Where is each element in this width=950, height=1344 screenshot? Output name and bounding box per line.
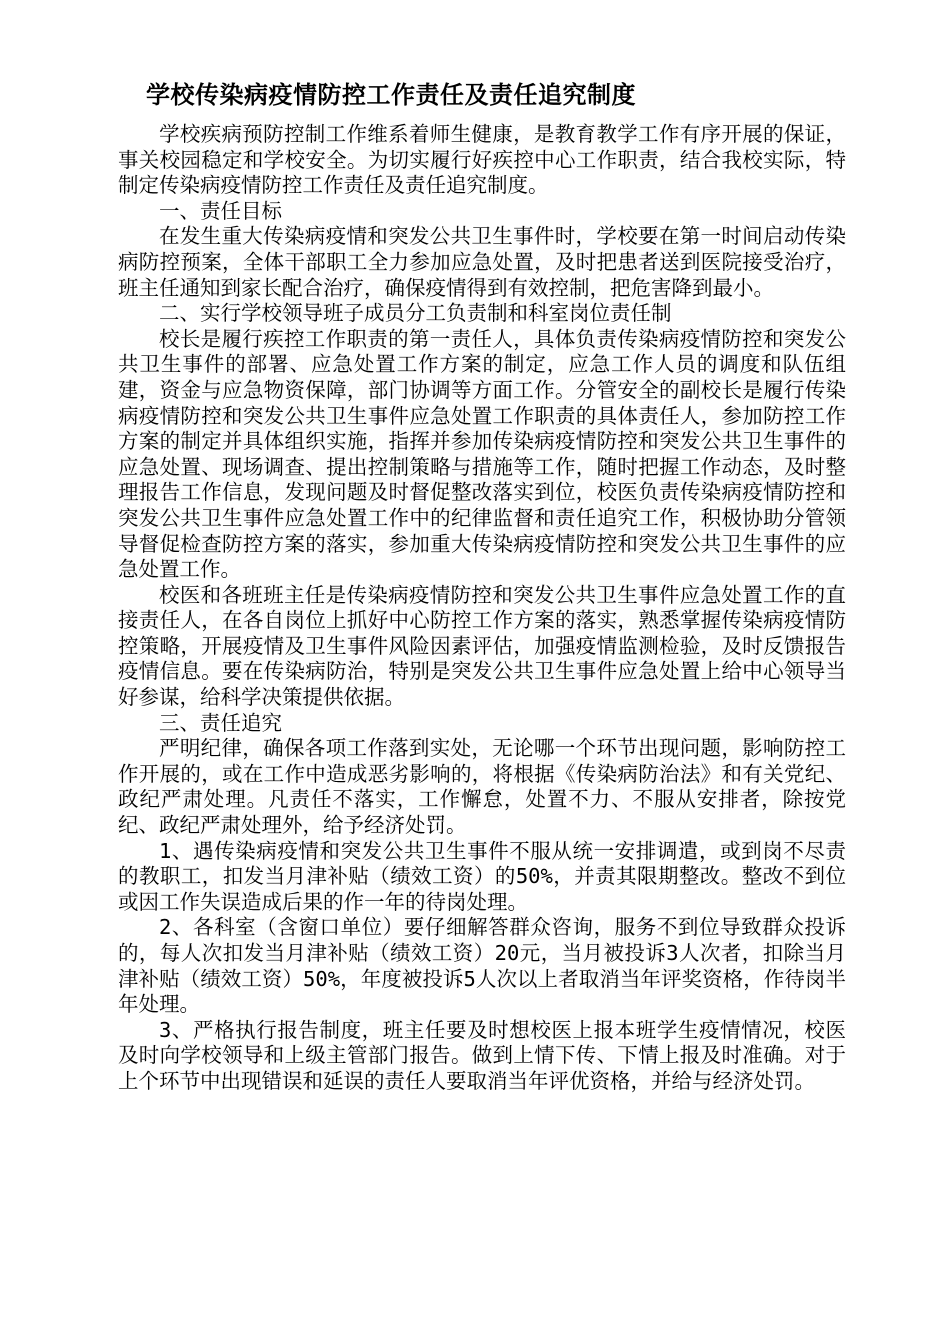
accountability-item-2: 2、各科室（含窗口单位）要仔细解答群众咨询，服务不到位导致群众投诉的，每人次扣发当月津补贴（绩效工资）20元，当月被投诉3人次者，扣除当月津补贴（绩效工资）50%，年度被投诉5人次以上者取消当年评奖资格，作待岗半年处理。	[118, 915, 846, 1017]
section-heading-responsibility-goal: 一、责任目标	[159, 198, 282, 223]
section-heading-division-of-duties: 二、实行学校领导班子成员分工负责制和科室岗位责任制	[159, 301, 672, 326]
accountability-paragraph: 严明纪律，确保各项工作落到实处，无论哪一个环节出现问题，影响防控工作开展的，或在工作中造成恶劣影响的，将根据《传染病防治法》和有关党纪、政纪严肃处理。凡责任不落实，工作懈怠，处置不力、不服从安排者，除按党纪、政纪严肃处理外，给予经济处罚。	[118, 736, 846, 838]
intro-paragraph: 学校疾病预防控制工作维系着师生健康，是教育教学工作有序开展的保证，事关校园稳定和学校安全。为切实履行好疾控中心工作职责，结合我校实际，特制定传染病疫情防控工作责任及责任追究制度。	[118, 122, 846, 198]
document-page	[118, 78, 846, 1095]
division-of-duties-paragraph-1: 校长是履行疾控工作职责的第一责任人，具体负责传染病疫情防控和突发公共卫生事件的部署、应急处置工作方案的制定，应急工作人员的调度和队伍组建，资金与应急物资保障，部门协调等方面工作。分管安全的副校长是履行传染病疫情防控和突发公共卫生事件应急处置工作职责的具体责任人，参加防控工作方案的制定并具体组织实施，指挥并参加传染病疫情防控和突发公共卫生事件的应急处置、现场调查、提出控制策略与措施等工作，随时把握工作动态，及时整理报告工作信息，发现问题及时督促整改落实到位，校医负责传染病疫情防控和突发公共卫生事件应急处置工作中的纪律监督和责任追究工作，积极协助分管领导督促检查防控方案的落实，参加重大传染病疫情防控和突发公共卫生事件的应急处置工作。	[118, 326, 846, 582]
section-heading-accountability: 三、责任追究	[159, 710, 282, 735]
responsibility-goal-paragraph: 在发生重大传染病疫情和突发公共卫生事件时，学校要在第一时间启动传染病防控预案，全体干部职工全力参加应急处置，及时把患者送到医院接受治疗，班主任通知到家长配合治疗，确保疫情得到有效控制，把危害降到最小。	[118, 224, 846, 300]
division-of-duties-paragraph-2: 校医和各班班主任是传染病疫情防控和突发公共卫生事件应急处置工作的直接责任人，在各自岗位上抓好中心防控工作方案的落实，熟悉掌握传染病疫情防控策略，开展疫情及卫生事件风险因素评估，加强疫情监测检验，及时反馈报告疫情信息。要在传染病防治，特别是突发公共卫生事件应急处置上给中心领导当好参谋，给科学决策提供依据。	[118, 582, 846, 710]
document-title: 学校传染病疫情防控工作责任及责任追究制度	[146, 81, 636, 109]
accountability-item-1: 1、遇传染病疫情和突发公共卫生事件不服从统一安排调遣，或到岗不尽责的教职工，扣发当月津补贴（绩效工资）的50%，并责其限期整改。整改不到位或因工作失误造成后果的作一年的待岗处理。	[118, 838, 846, 914]
accountability-item-3: 3、严格执行报告制度，班主任要及时想校医上报本班学生疫情情况，校医及时向学校领导和上级主管部门报告。做到上情下传、下情上报及时准确。对于上个环节中出现错误和延误的责任人要取消当年评优资格，并给与经济处罚。	[118, 1017, 846, 1093]
